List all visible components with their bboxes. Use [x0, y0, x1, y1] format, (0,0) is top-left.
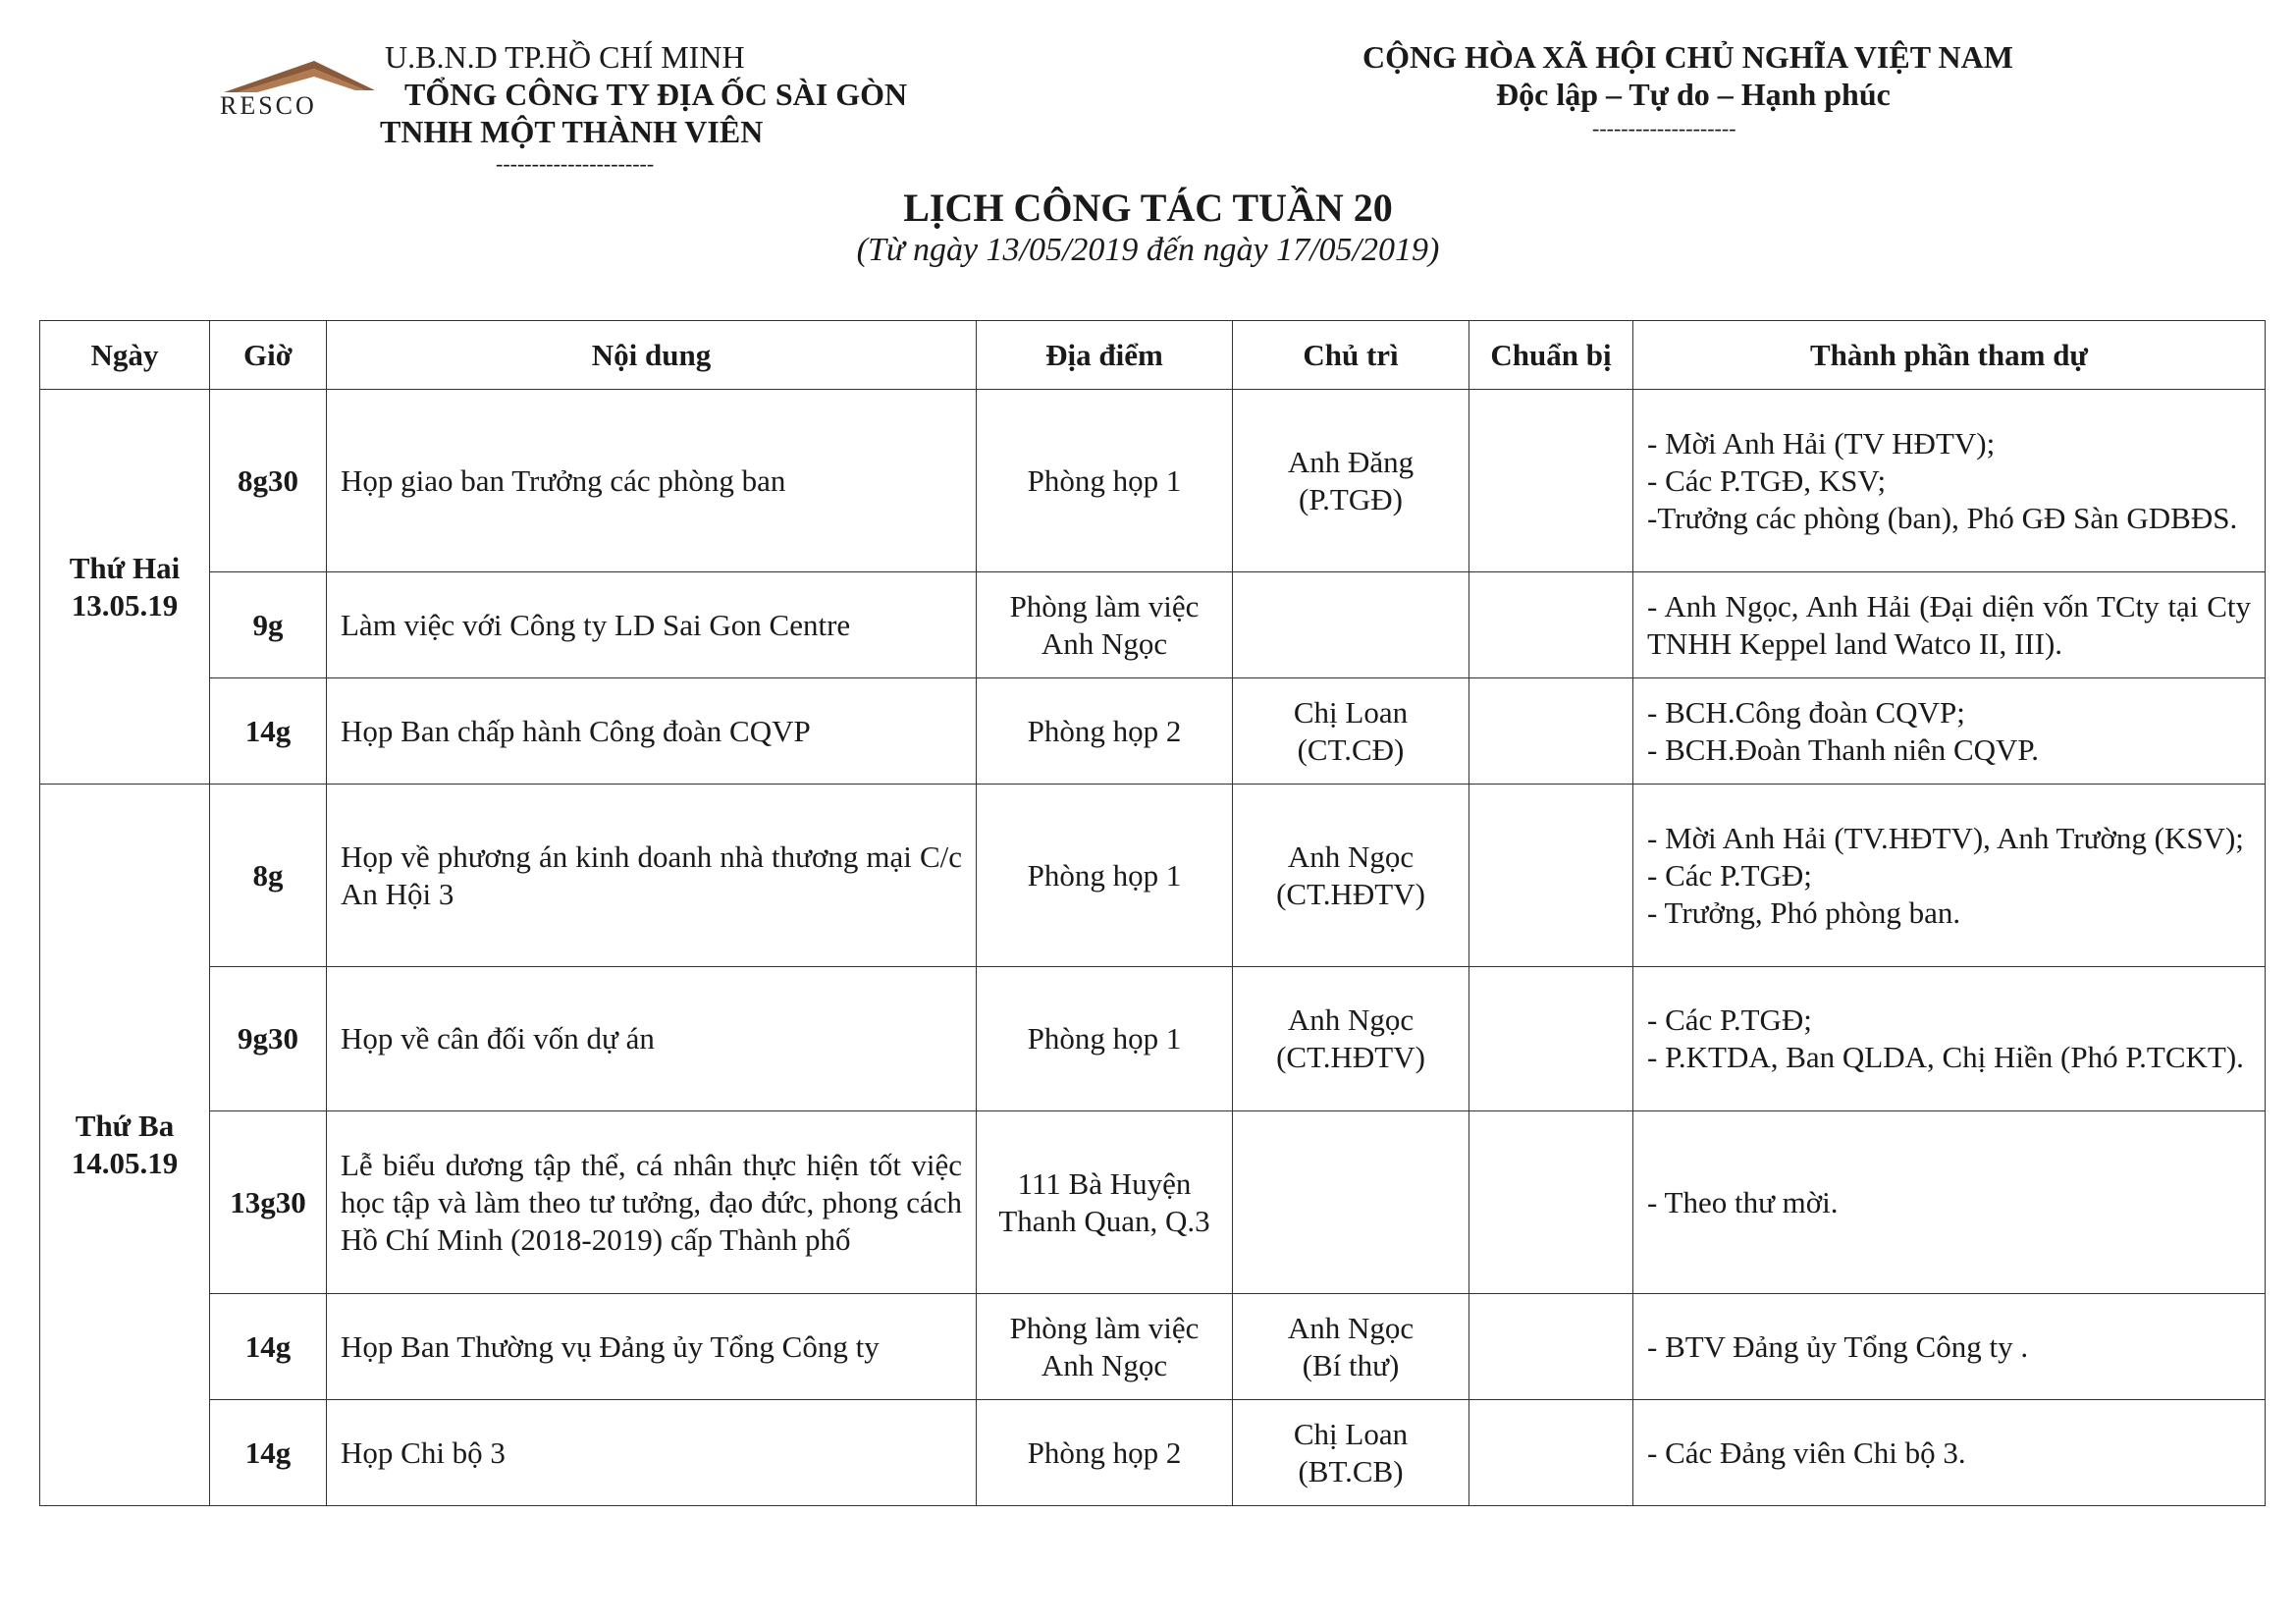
- content-cell: Họp giao ban Trưởng các phòng ban: [327, 390, 977, 572]
- chair-name: Anh Ngọc: [1287, 839, 1415, 874]
- chair-role: (CT.HĐTV): [1276, 1040, 1425, 1074]
- resco-logo: [218, 57, 385, 120]
- schedule-table: [39, 320, 2266, 1506]
- header-left-divider: ----------------------: [496, 151, 655, 176]
- time-cell: 8g: [210, 785, 327, 967]
- table-row: [40, 1294, 2266, 1400]
- prep-cell: [1469, 1400, 1633, 1506]
- chair-cell: [1233, 1400, 1469, 1506]
- attend-cell: [1633, 785, 2266, 967]
- header-day: Ngày: [40, 321, 210, 390]
- time-cell: 8g30: [210, 390, 327, 572]
- content-cell: Họp Chi bộ 3: [327, 1400, 977, 1506]
- page-title: LỊCH CÔNG TÁC TUẦN 20: [903, 186, 1393, 230]
- attend-line: - BCH.Công đoàn CQVP;: [1647, 694, 1965, 730]
- day-date: 14.05.19: [71, 1146, 179, 1180]
- table-row: [40, 572, 2266, 678]
- attend-cell: [1633, 1111, 2266, 1294]
- table-row: [40, 1400, 2266, 1506]
- prep-cell: [1469, 785, 1633, 967]
- national-title: CỘNG HÒA XÃ HỘI CHỦ NGHĨA VIỆT NAM: [1362, 39, 2013, 75]
- place-cell: Phòng họp 1: [977, 390, 1233, 572]
- time-cell: 14g: [210, 1294, 327, 1400]
- header-prep: Chuẩn bị: [1469, 321, 1633, 390]
- page-subtitle: (Từ ngày 13/05/2019 đến ngày 17/05/2019): [856, 232, 1440, 268]
- table-row: [40, 390, 2266, 572]
- day-date: 13.05.19: [71, 587, 179, 623]
- content-cell: Họp Ban chấp hành Công đoàn CQVP: [327, 678, 977, 785]
- org-parent: U.B.N.D TP.HỒ CHÍ MINH: [385, 39, 745, 75]
- time-cell: 14g: [210, 678, 327, 785]
- chair-role: (CT.CĐ): [1297, 731, 1405, 767]
- attend-line: - Theo thư mời.: [1647, 1184, 1839, 1219]
- prep-cell: [1469, 390, 1633, 572]
- table-row: [40, 785, 2266, 967]
- prep-cell: [1469, 1294, 1633, 1400]
- attend-line: - Các Đảng viên Chi bộ 3.: [1647, 1435, 1966, 1470]
- attend-line: - Các P.TGĐ;: [1647, 857, 1812, 893]
- national-motto: Độc lập – Tự do – Hạnh phúc: [1496, 77, 1891, 112]
- attend-line: - Anh Ngọc, Anh Hải (Đại diện vốn TCty tại Cty TNHH Keppel land Watco II, III).: [1647, 588, 2251, 661]
- chair-cell: [1233, 678, 1469, 785]
- header-attend: Thành phần tham dự: [1633, 321, 2266, 390]
- attend-cell: [1633, 390, 2266, 572]
- time-cell: 9g30: [210, 967, 327, 1111]
- prep-cell: [1469, 967, 1633, 1111]
- chair-name: Chị Loan: [1293, 1416, 1409, 1451]
- place-cell: Phòng làm việc Anh Ngọc: [977, 572, 1233, 678]
- table-header-row: [40, 321, 2266, 390]
- header-content: Nội dung: [327, 321, 977, 390]
- place-cell: Phòng họp 1: [977, 967, 1233, 1111]
- place-cell: Phòng làm việc Anh Ngọc: [977, 1294, 1233, 1400]
- chair-cell: [1233, 1294, 1469, 1400]
- attend-line: -Trưởng các phòng (ban), Phó GĐ Sàn GDBĐS.: [1647, 500, 2238, 535]
- header-place: Địa điểm: [977, 321, 1233, 390]
- content-cell: Lễ biểu dương tập thể, cá nhân thực hiện tốt việc học tập và làm theo tư tưởng, đạo đức, phong cách Hồ Chí Minh (2018-2019) cấp Thành phố: [327, 1111, 977, 1294]
- chair-name: Anh Ngọc: [1287, 1310, 1415, 1345]
- table-row: [40, 967, 2266, 1111]
- attend-line: - BTV Đảng ủy Tổng Công ty .: [1647, 1328, 2029, 1364]
- attend-cell: [1633, 1400, 2266, 1506]
- chair-role: (BT.CB): [1298, 1453, 1404, 1489]
- content-cell: Họp về cân đối vốn dự án: [327, 967, 977, 1111]
- chair-role: (Bí thư): [1302, 1347, 1400, 1382]
- prep-cell: [1469, 1111, 1633, 1294]
- chair-name: Anh Ngọc: [1287, 1002, 1415, 1037]
- time-cell: 14g: [210, 1400, 327, 1506]
- table-row: [40, 678, 2266, 785]
- place-cell: 111 Bà Huyện Thanh Quan, Q.3: [977, 1111, 1233, 1294]
- chair-cell: [1233, 390, 1469, 572]
- chair-cell: [1233, 785, 1469, 967]
- attend-line: - P.KTDA, Ban QLDA, Chị Hiền (Phó P.TCKT).: [1647, 1040, 2244, 1074]
- time-cell: 13g30: [210, 1111, 327, 1294]
- header-time: Giờ: [210, 321, 327, 390]
- attend-cell: [1633, 572, 2266, 678]
- attend-cell: [1633, 967, 2266, 1111]
- content-cell: Họp về phương án kinh doanh nhà thương mại C/c An Hội 3: [327, 785, 977, 967]
- attend-line: - BCH.Đoàn Thanh niên CQVP.: [1647, 731, 2039, 767]
- chair-cell: [1233, 1111, 1469, 1294]
- header-right-divider: --------------------: [1592, 116, 1736, 140]
- content-cell: Làm việc với Công ty LD Sai Gon Centre: [327, 572, 977, 678]
- table-row: [40, 1111, 2266, 1294]
- day-cell: [40, 390, 210, 785]
- content-cell: Họp Ban Thường vụ Đảng ủy Tổng Công ty: [327, 1294, 977, 1400]
- header-chair: Chủ trì: [1233, 321, 1469, 390]
- day-name: Thứ Ba: [75, 1109, 175, 1143]
- attend-line: - Trưởng, Phó phòng ban.: [1647, 894, 1961, 930]
- chair-role: (CT.HĐTV): [1276, 876, 1425, 911]
- day-name: Thứ Hai: [69, 550, 181, 585]
- prep-cell: [1469, 572, 1633, 678]
- chair-cell: [1233, 967, 1469, 1111]
- org-name: TỔNG CÔNG TY ĐỊA ỐC SÀI GÒN: [404, 77, 908, 112]
- attend-line: - Các P.TGĐ;: [1647, 1002, 1812, 1037]
- chair-cell: [1233, 572, 1469, 678]
- attend-line: - Mời Anh Hải (TV HĐTV);: [1647, 425, 1996, 460]
- chair-name: Chị Loan: [1293, 694, 1409, 730]
- org-type: TNHH MỘT THÀNH VIÊN: [380, 114, 764, 149]
- place-cell: Phòng họp 2: [977, 678, 1233, 785]
- time-cell: 9g: [210, 572, 327, 678]
- place-cell: Phòng họp 1: [977, 785, 1233, 967]
- attend-cell: [1633, 1294, 2266, 1400]
- chair-name: Anh Đăng: [1287, 444, 1415, 479]
- attend-line: - Mời Anh Hải (TV.HĐTV), Anh Trường (KSV);: [1647, 820, 2244, 855]
- attend-line: - Các P.TGĐ, KSV;: [1647, 462, 1887, 498]
- place-cell: Phòng họp 2: [977, 1400, 1233, 1506]
- logo-text: RESCO: [220, 91, 317, 120]
- day-cell: [40, 785, 210, 1506]
- prep-cell: [1469, 678, 1633, 785]
- chair-role: (P.TGĐ): [1299, 481, 1403, 516]
- attend-cell: [1633, 678, 2266, 785]
